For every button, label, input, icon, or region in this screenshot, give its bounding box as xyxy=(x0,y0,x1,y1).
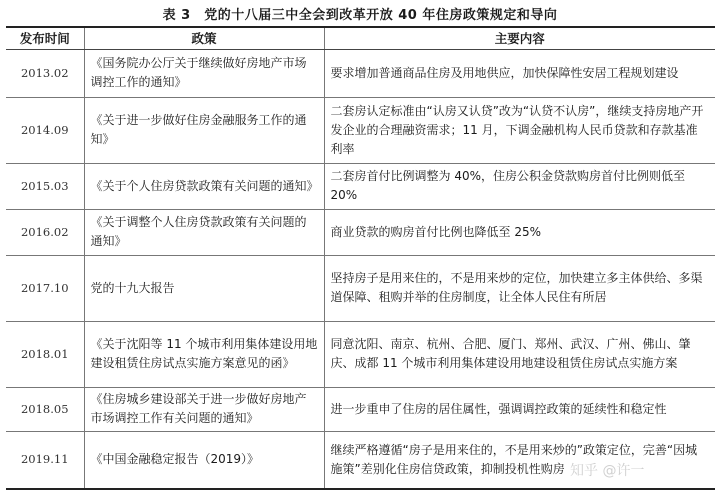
cell-content: 要求增加普通商品住房及用地供应，加快保障性安居工程规划建设 xyxy=(324,49,715,97)
cell-date: 2019.11 xyxy=(6,431,84,489)
table-row xyxy=(6,321,715,387)
table-row xyxy=(6,387,715,431)
cell-content: 同意沈阳、南京、杭州、合肥、厦门、郑州、武汉、广州、佛山、肇庆、成都 11 个城市利用集体建设用地建设租赁住房试点实施方案 xyxy=(324,321,715,387)
header-date: 发布时间 xyxy=(6,27,84,49)
watermark: 知乎 @许一 xyxy=(570,463,645,479)
table-caption: 表 3 党的十八届三中全会到改革开放 40 年住房政策规定和导向 xyxy=(162,8,558,23)
cell-date: 2018.05 xyxy=(6,387,84,431)
cell-policy: 《关于进一步做好住房金融服务工作的通知》 xyxy=(84,97,324,163)
table-row xyxy=(6,255,715,321)
table-row xyxy=(6,431,715,489)
cell-policy: 《关于个人住房贷款政策有关问题的通知》 xyxy=(84,163,324,209)
cell-date: 2017.10 xyxy=(6,255,84,321)
header-policy: 政策 xyxy=(84,27,324,49)
header-content: 主要内容 xyxy=(324,27,715,49)
table-row xyxy=(6,49,715,97)
cell-date: 2016.02 xyxy=(6,209,84,255)
table-row xyxy=(6,163,715,209)
table-row xyxy=(6,209,715,255)
cell-policy: 《关于沈阳等 11 个城市利用集体建设用地建设租赁住房试点实施方案意见的函》 xyxy=(84,321,324,387)
cell-date: 2013.02 xyxy=(6,49,84,97)
cell-date: 2018.01 xyxy=(6,321,84,387)
policy-table xyxy=(6,26,715,490)
cell-policy: 《中国金融稳定报告（2019）》 xyxy=(84,431,324,489)
cell-policy: 《国务院办公厅关于继续做好房地产市场调控工作的通知》 xyxy=(84,49,324,97)
cell-content: 进一步重申了住房的居住属性，强调调控政策的延续性和稳定性 xyxy=(324,387,715,431)
cell-content: 坚持房子是用来住的，不是用来炒的定位，加快建立多主体供给、多渠道保障、租购并举的住房制度，让全体人民住有所居 xyxy=(324,255,715,321)
cell-policy: 党的十九大报告 xyxy=(84,255,324,321)
cell-date: 2015.03 xyxy=(6,163,84,209)
cell-content: 继续严格遵循“房子是用来住的，不是用来炒的”政策定位，完善“因城施策”差别化住房信贷政策，抑制投机性购房 xyxy=(324,431,715,489)
cell-content: 商业贷款的购房首付比例也降低至 25% xyxy=(324,209,715,255)
cell-content: 二套房认定标准由“认房又认贷”改为“认贷不认房”，继续支持房地产开发企业的合理融资需求；11 月，下调金融机构人民币贷款和存款基准利率 xyxy=(324,97,715,163)
cell-policy: 《关于调整个人住房贷款政策有关问题的通知》 xyxy=(84,209,324,255)
cell-policy: 《住房城乡建设部关于进一步做好房地产市场调控工作有关问题的通知》 xyxy=(84,387,324,431)
table-header-row xyxy=(6,27,715,49)
cell-date: 2014.09 xyxy=(6,97,84,163)
table-row xyxy=(6,97,715,163)
cell-content: 二套房首付比例调整为 40%，住房公积金贷款购房首付比例则低至 20% xyxy=(324,163,715,209)
